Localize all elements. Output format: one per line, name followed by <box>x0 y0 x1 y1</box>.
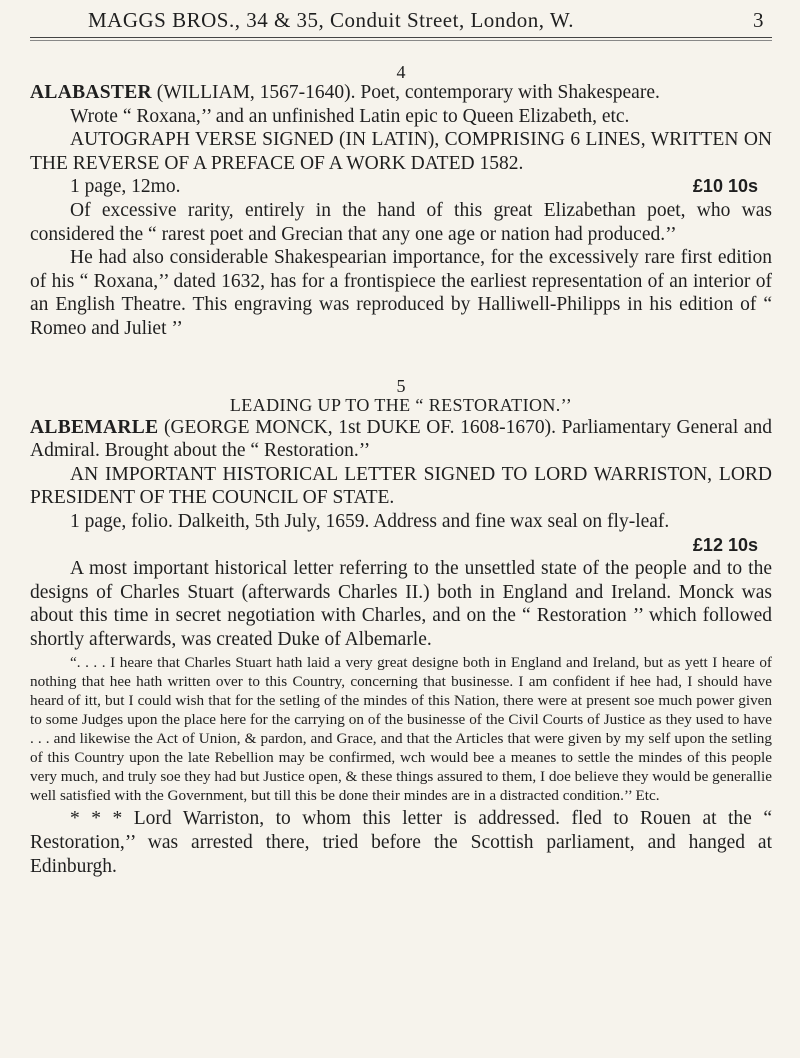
lot-number: 4 <box>396 62 406 82</box>
lot-author-details: (GEORGE MONCK, 1st DUKE OF. 1608-1670). Parliamentary General and Admiral. Brought about the “ Restoration.’’ <box>30 416 772 462</box>
header-title: MAGGS BROS., 34 & 35, Conduit Street, London, W. <box>88 8 575 32</box>
page-number: 3 <box>753 8 764 32</box>
header-rule <box>30 37 772 38</box>
lot-format: 1 page, 12mo. <box>70 176 181 198</box>
lot-heading <box>30 416 772 463</box>
lot-note: A most important historical letter referring to the unsettled state of the people and to the designs of Charles Stuart (afterwards Charles II.) both in England and Ireland. Monck was about this time in secret negotiation with Charles, and on the “ Restoration ’’ which followed shortly afterwards, was created Duke of Albemarle. <box>30 558 772 650</box>
lot-quotation: “. . . . I heare that Charles Stuart hath laid a very great designe both in England and Ireland, but as yett I heare of nothing that hee hath written over to this Country, concerning that businesse. I am confident if hee had, I should have heard of itt, but I could wish that for the setling of the mindes of this Nation, there were at present soe much power given to some Judges upon the place here for the carrying on of the businesse of the Civil Courts of Justice as they used to have . . . and likewise the Act of Union, & pardon, and Grace, and that the Articles that were given by my self upon the setling of this Country upon the late Rebellion may be confirmed, wch would bee a meanes to settle the mindes of this people very much, and truly soe they had but Justice open, & these things assured to them, I doe believe they would be generallie well satisfied with the Government, but till this be done their mindes are in a distracted condition.’’ Etc. <box>30 654 772 805</box>
lot-price-line <box>30 534 772 558</box>
lot-format: 1 page, folio. Dalkeith, 5th July, 1659. Address and fine wax seal on fly-leaf. <box>70 510 670 532</box>
lot-description: AN IMPORTANT HISTORICAL LETTER SIGNED TO LORD WARRISTON, LORD PRESIDENT OF THE COUNCIL OF STATE. <box>30 463 772 509</box>
lot-4 <box>30 63 772 341</box>
lot-number: 5 <box>396 375 406 396</box>
lot-price: £12 10s <box>692 534 758 555</box>
lot-5 <box>30 377 772 879</box>
lot-note: * * * Lord Warriston, to whom this letter is addressed. fled to Rouen at the “ Restoration,’’ was arrested there, tried before the Scottish parliament, and hanged at Edinburgh. <box>30 808 772 877</box>
lot-section-heading: LEADING UP TO THE “ RESTORATION.’’ <box>229 394 573 415</box>
lot-note: He had also considerable Shakespearian importance, for the excessively rare first edition of his “ Roxana,’’ dated 1632, has for a frontispiece the earliest representation of an interior of an English Theatre. This engraving was reproduced by Halliwell-Philipps in his edition of “ Romeo and Juliet ’’ <box>30 247 772 339</box>
lot-description: AUTOGRAPH VERSE SIGNED (IN LATIN), COMPRISING 6 LINES, WRITTEN ON THE REVERSE OF A PREFACE OF A WORK DATED 1582. <box>30 129 772 174</box>
lot-author: ALBEMARLE <box>30 416 159 438</box>
lot-author: ALABASTER <box>30 82 152 103</box>
lot-format-line <box>30 175 772 199</box>
lot-subheading: Wrote “ Roxana,’’ and an unfinished Latin epic to Queen Elizabeth, etc. <box>70 105 630 127</box>
header-rule-thin <box>30 40 772 41</box>
lot-price: £10 10s <box>692 176 758 197</box>
lot-note: Of excessive rarity, entirely in the hand of this great Elizabethan poet, who was considered the “ rarest poet and Grecian that any one age or nation had produced.’’ <box>30 199 772 245</box>
lot-heading <box>30 81 772 105</box>
running-header <box>30 0 772 33</box>
lot-author-details: (WILLIAM, 1567-1640). Poet, contemporary with Shakespeare. <box>151 82 660 103</box>
